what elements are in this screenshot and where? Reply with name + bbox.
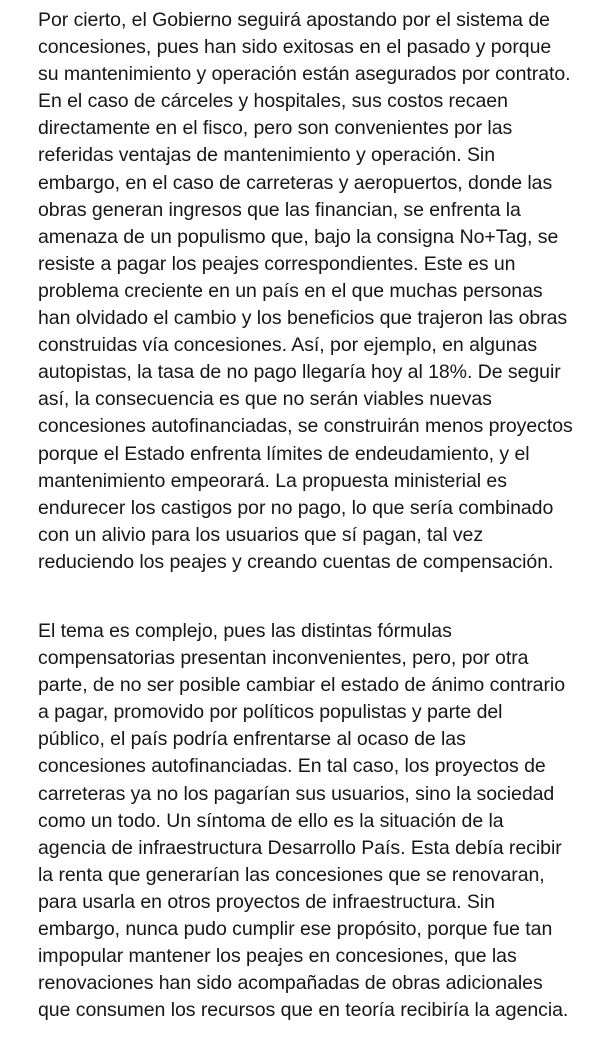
text-line: El tema es complejo, pues las distintas fórmulas xyxy=(38,620,452,642)
text-line: referidas ventajas de mantenimiento y operación. Sin xyxy=(38,144,495,167)
text-line: embargo, nunca pudo cumplir ese propósito, porque fue tan xyxy=(38,918,553,941)
text-line: compensatorias presentan inconvenientes, pero, por otra xyxy=(38,647,529,670)
text-line: directamente en el fisco, pero son convenientes por las xyxy=(38,117,513,140)
text-line: público, el país podría enfrentarse al ocaso de las xyxy=(38,728,466,751)
text-line: renovaciones han sido acompañadas de obras adicionales xyxy=(38,972,543,995)
text-line: agencia de infraestructura Desarrollo País. Esta debía recibir xyxy=(38,836,562,859)
text-line: embargo, en el caso de carreteras y aeropuertos, donde las xyxy=(38,171,553,194)
text-line: concesiones, pues han sido exitosas en el pasado y porque xyxy=(38,36,552,59)
text-line: con un alivio para los usuarios que sí pagan, tal vez xyxy=(38,523,484,546)
text-line: que consumen los recursos que en teoría recibiría la agencia. xyxy=(38,999,569,1022)
text-line: para usarla en otros proyectos de infraestructura. Sin xyxy=(38,890,495,913)
text-line: carreteras ya no los pagarían sus usuarios, sino la sociedad xyxy=(38,782,555,805)
paragraph-1 xyxy=(38,7,573,576)
text-line: autopistas, la tasa de no pago llegaría hoy al 18%. De seguir xyxy=(38,361,561,384)
text-line: su mantenimiento y operación están asegurados por contrato. xyxy=(38,63,571,86)
text-line: amenaza de un populismo que, bajo la consigna No+Tag, se xyxy=(38,225,559,248)
paragraph-2 xyxy=(38,618,568,1024)
text-line: resiste a pagar los peajes correspondientes. Este es un xyxy=(38,252,516,275)
text-line: impopular mantener los peajes en concesiones, que las xyxy=(38,945,517,968)
text-line: Por cierto, el Gobierno seguirá apostando por el sistema de xyxy=(38,9,550,31)
text-line: obras generan ingresos que las financian, se enfrenta la xyxy=(38,198,521,221)
text-line: endurecer los castigos por no pago, lo que sería combinado xyxy=(38,496,554,519)
text-line: construidas vía concesiones. Así, por ejemplo, en algunas xyxy=(38,334,538,357)
text-line: concesiones autofinanciadas. En tal caso, los proyectos de xyxy=(38,755,546,778)
text-line: reduciendo los peajes y creando cuentas de compensación. xyxy=(38,550,554,573)
text-line: han olvidado el cambio y los beneficios que trajeron las obras xyxy=(38,307,568,330)
text-line: mantenimiento empeorará. La propuesta ministerial es xyxy=(38,469,507,492)
text-line: como un todo. Un síntoma de ello es la situación de la xyxy=(38,809,504,832)
text-line: parte, de no ser posible cambiar el estado de ánimo contrario xyxy=(38,674,566,697)
text-line: En el caso de cárceles y hospitales, sus costos recaen xyxy=(38,90,508,113)
text-line: concesiones autofinanciadas, se construirán menos proyectos xyxy=(38,415,573,438)
text-line: a pagar, promovido por políticos populistas y parte del xyxy=(38,701,503,724)
text-line: porque el Estado enfrenta límites de endeudamiento, y el xyxy=(38,442,530,465)
text-line: problema creciente en un país en el que muchas personas xyxy=(38,279,543,302)
text-line: la renta que generarían las concesiones que se renovaran, xyxy=(38,863,545,886)
text-line: así, la consecuencia es que no serán viables nuevas xyxy=(38,388,492,411)
